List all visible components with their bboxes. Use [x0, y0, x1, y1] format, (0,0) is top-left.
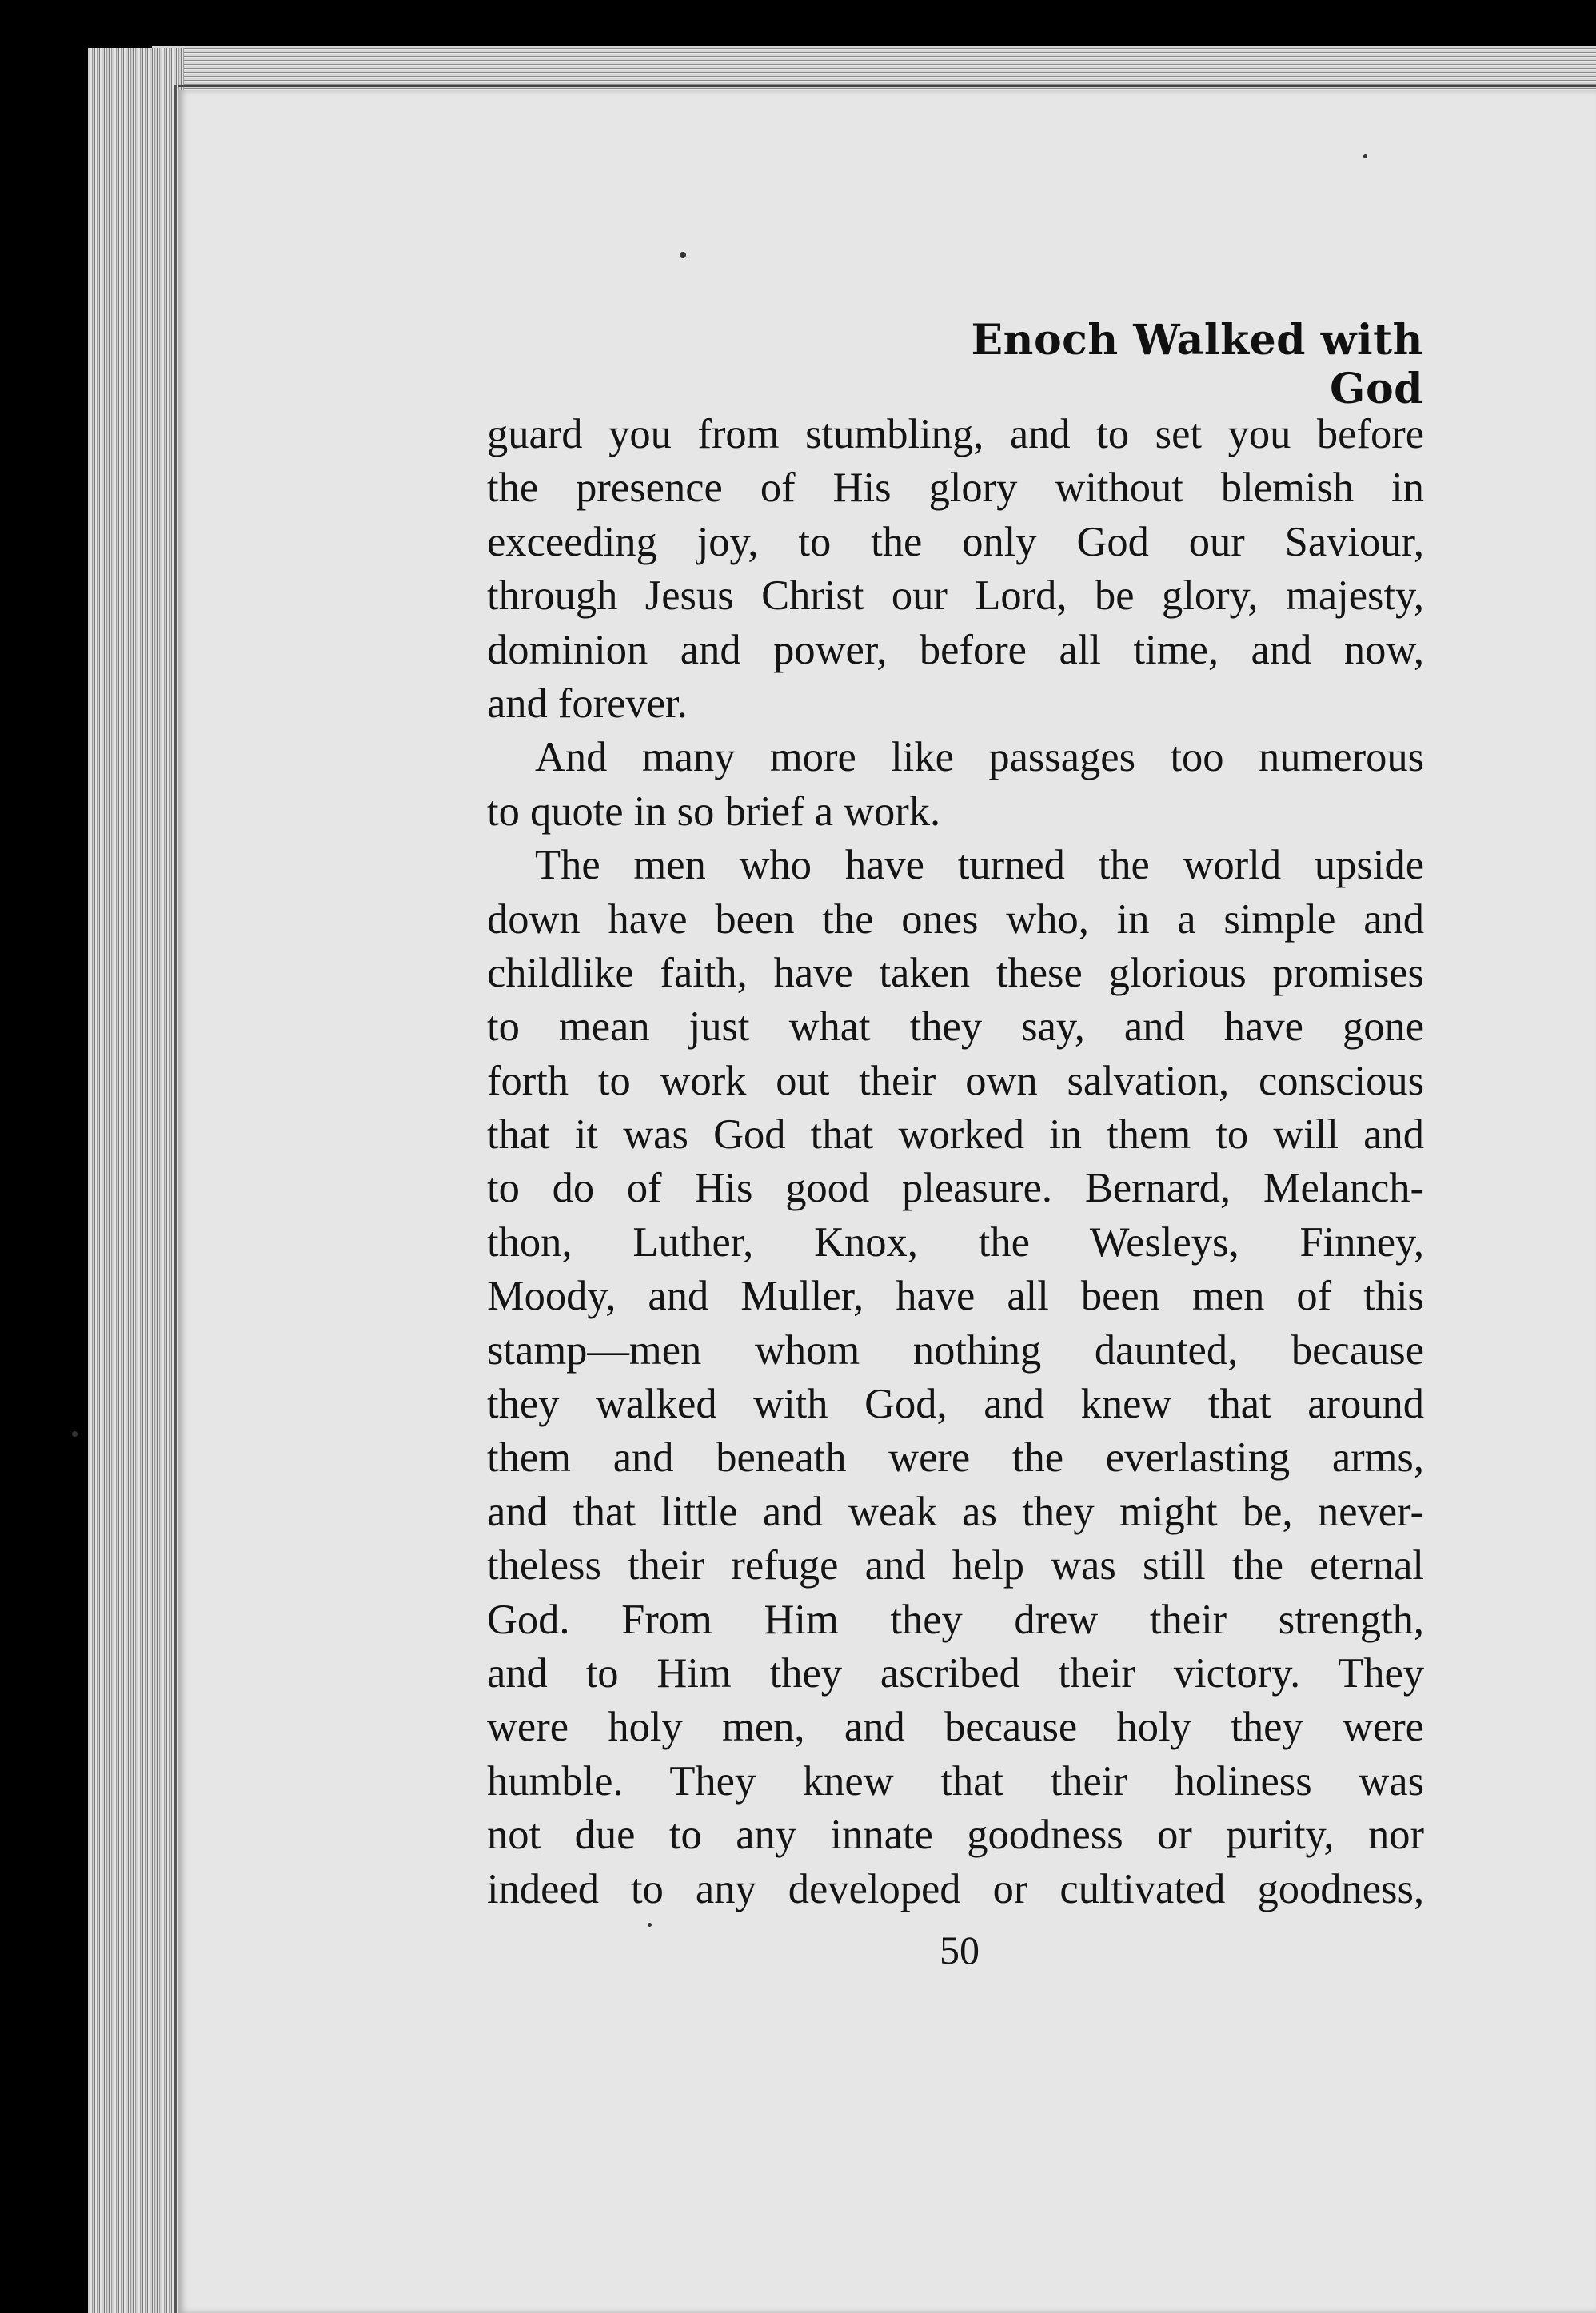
page-left-border [174, 85, 177, 2313]
text-line: God. From Him they drew their strength, [487, 1596, 1424, 1643]
text-line: down have been the ones who, in a simple and [487, 895, 1424, 943]
scan-border-top [0, 0, 1596, 48]
text-line: indeed to any developed or cultivated goodness, [487, 1865, 1424, 1912]
dust-speck [680, 252, 686, 258]
text-line: to quote in so brief a work. [487, 788, 941, 835]
text-line: that it was God that worked in them to will and [487, 1111, 1424, 1158]
text-line: to do of His good pleasure. Bernard, Melanch- [487, 1165, 1424, 1212]
body-text [487, 408, 1424, 1916]
text-line: And many more like passages too numerous [535, 734, 1424, 781]
page-number: 50 [940, 1928, 980, 1972]
book-top-edges [152, 46, 1596, 94]
text-line: The men who have turned the world upside [535, 842, 1424, 889]
text-line: guard you from stumbling, and to set you before [487, 411, 1424, 457]
text-line: and to Him they ascribed their victory. They [487, 1649, 1424, 1697]
paragraph-1 [487, 408, 1424, 731]
text-line: to mean just what they say, and have gone [487, 1003, 1424, 1051]
text-line: exceeding joy, to the only God our Saviour, [487, 518, 1424, 565]
paragraph-3 [487, 839, 1424, 1916]
dust-speck [72, 1431, 78, 1437]
text-line: and forever. [487, 680, 688, 727]
text-line: the presence of His glory without blemish in [487, 465, 1424, 512]
text-line: and that little and weak as they might be, never- [487, 1488, 1424, 1535]
text-line: childlike faith, have taken these glorious promises [487, 949, 1424, 996]
paragraph-2 [487, 731, 1424, 839]
text-line: theless their refuge and help was still the eternal [487, 1542, 1424, 1589]
text-line: them and beneath were the everlasting arms, [487, 1434, 1424, 1482]
book-fore-edges [88, 48, 184, 2313]
text-line: Moody, and Muller, have all been men of this [487, 1273, 1424, 1320]
text-line: not due to any innate goodness or purity, nor [487, 1812, 1424, 1859]
text-line: dominion and power, before all time, and now, [487, 626, 1424, 673]
text-line: they walked with God, and knew that around [487, 1381, 1424, 1428]
text-line: stamp—men whom nothing daunted, because [487, 1326, 1424, 1374]
text-line: forth to work out their own salvation, conscious [487, 1057, 1424, 1104]
running-head: Enoch Walked with God [971, 316, 1423, 413]
dust-speck [648, 1923, 652, 1927]
text-line: humble. They knew that their holiness was [487, 1757, 1424, 1805]
dust-speck [1363, 154, 1367, 158]
text-line: thon, Luther, Knox, the Wesleys, Finney, [487, 1218, 1424, 1266]
page-top-border [178, 85, 1596, 87]
text-line: through Jesus Christ our Lord, be glory, majesty, [487, 572, 1424, 620]
text-line: were holy men, and because holy they were [487, 1704, 1424, 1751]
